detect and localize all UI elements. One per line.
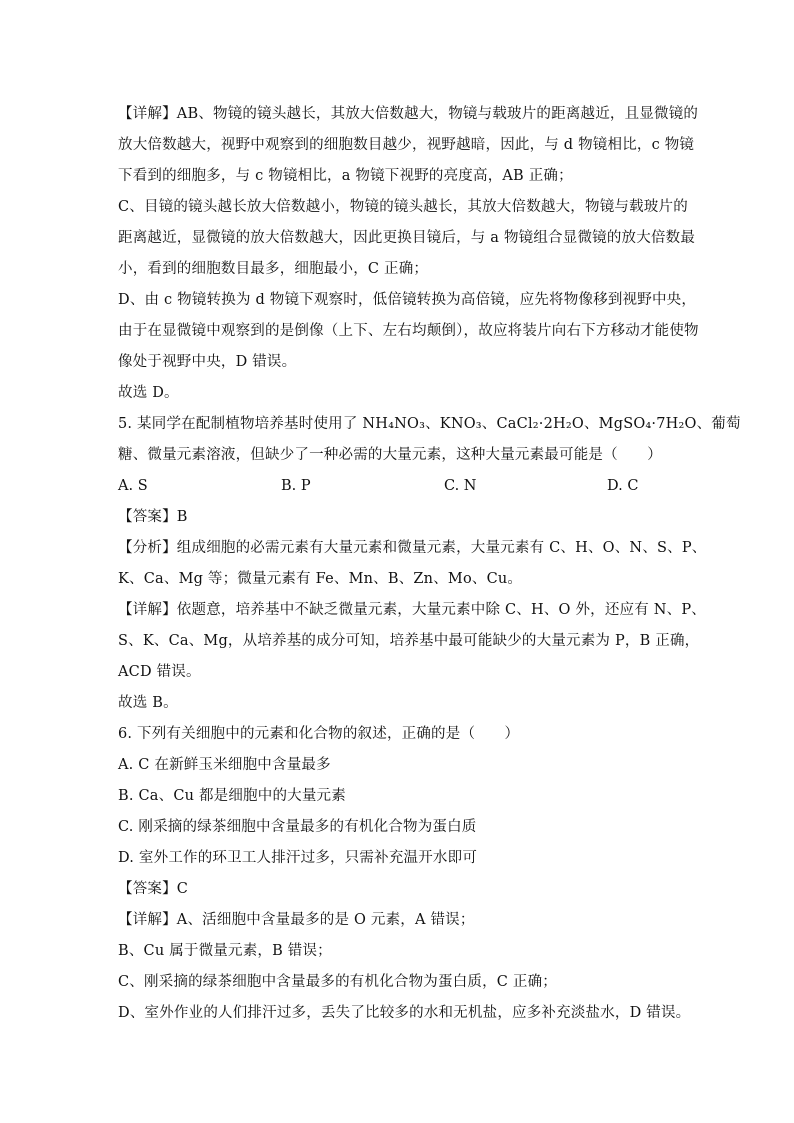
explanation-line: 由于在显微镜中观察到的是倒像（上下、左右均颠倒），故应将装片向右下方移动才能使物: [118, 323, 699, 339]
q6-option-d: D. 室外工作的环卫工人排汗过多，只需补充温开水即可: [118, 850, 478, 866]
q6-option-c: C. 刚采摘的绿茶细胞中含量最多的有机化合物为蛋白质: [118, 819, 477, 835]
question-5: [118, 409, 741, 719]
q5-option-d: D. C: [607, 478, 639, 494]
q5-stem-line: 糖、微量元素溶液，但缺少了一种必需的大量元素，这种大量元素最可能是（ ）: [118, 447, 662, 463]
explanation-line: 放大倍数越大，视野中观察到的细胞数目越少，视野越暗，因此，与 d 物镜相比，c 物镜: [118, 137, 695, 153]
q5-explanation-line: ACD 错误。: [118, 664, 201, 680]
q5-option-b: B. P: [281, 478, 311, 494]
explanation-line: 小，看到的细胞数目最多，细胞最小，C 正确；: [118, 261, 429, 277]
q6-answer: 【答案】C: [118, 881, 189, 897]
q5-options: [118, 471, 678, 502]
explanation-line: 像处于视野中央，D 错误。: [118, 354, 297, 370]
explanation-line: 【详解】AB、物镜的镜头越长，其放大倍数越大，物镜与载玻片的距离越近，且显微镜的: [118, 106, 699, 122]
explanation-line: 距离越近，显微镜的放大倍数越大，因此更换目镜后，与 a 物镜组合显微镜的放大倍数最: [118, 230, 696, 246]
q5-conclusion: 故选 B。: [118, 695, 178, 711]
q6-stem: 6. 下列有关细胞中的元素和化合物的叙述，正确的是（ ）: [118, 726, 520, 742]
q5-answer: 【答案】B: [118, 509, 188, 525]
explanation-line: 下看到的细胞多，与 c 物镜相比，a 物镜下视野的亮度高，AB 正确；: [118, 168, 573, 184]
q5-explanation-line: 【详解】依题意，培养基中不缺乏微量元素，大量元素中除 C、H、O 外，还应有 N、P、: [118, 602, 706, 618]
document-page: [118, 99, 741, 1029]
explanation-line: C、目镜的镜头越长放大倍数越小，物镜的镜头越长，其放大倍数越大，物镜与载玻片的: [118, 199, 688, 215]
explanation-line: D、由 c 物镜转换为 d 物镜下观察时，低倍镜转换为高倍镜，应先将物像移到视野中央，: [118, 292, 697, 308]
q6-option-b: B. Ca、Cu 都是细胞中的大量元素: [118, 788, 346, 804]
q6-explanation-line: D、室外作业的人们排汗过多，丢失了比较多的水和无机盐，应多补充淡盐水，D 错误。: [118, 1005, 691, 1021]
q4-explanation: [118, 99, 699, 409]
q6-explanation-line: C、刚采摘的绿茶细胞中含量最多的有机化合物为蛋白质，C 正确；: [118, 974, 557, 990]
q6-explanation-line: B、Cu 属于微量元素，B 错误；: [118, 943, 332, 959]
question-6: [118, 719, 691, 1029]
q6-explanation-line: 【详解】A、活细胞中含量最多的是 O 元素，A 错误；: [118, 912, 475, 928]
q5-explanation-line: S、K、Ca、Mg，从培养基的成分可知，培养基中最可能缺少的大量元素为 P，B 正确，: [118, 633, 700, 649]
q6-option-a: A. C 在新鲜玉米细胞中含量最多: [118, 757, 331, 773]
q5-option-a: A. S: [118, 478, 148, 494]
q5-analysis-line: 【分析】组成细胞的必需元素有大量元素和微量元素，大量元素有 C、H、O、N、S、P、: [118, 540, 707, 556]
q5-analysis-line: K、Ca、Mg 等；微量元素有 Fe、Mn、B、Zn、Mo、Cu。: [118, 571, 523, 587]
q5-option-c: C. N: [444, 478, 477, 494]
q4-conclusion: 故选 D。: [118, 385, 179, 401]
q5-stem-line: 5. 某同学在配制植物培养基时使用了 NH₄NO₃、KNO₃、CaCl₂·2H₂O、MgSO₄·7H₂O、葡萄: [118, 416, 741, 432]
